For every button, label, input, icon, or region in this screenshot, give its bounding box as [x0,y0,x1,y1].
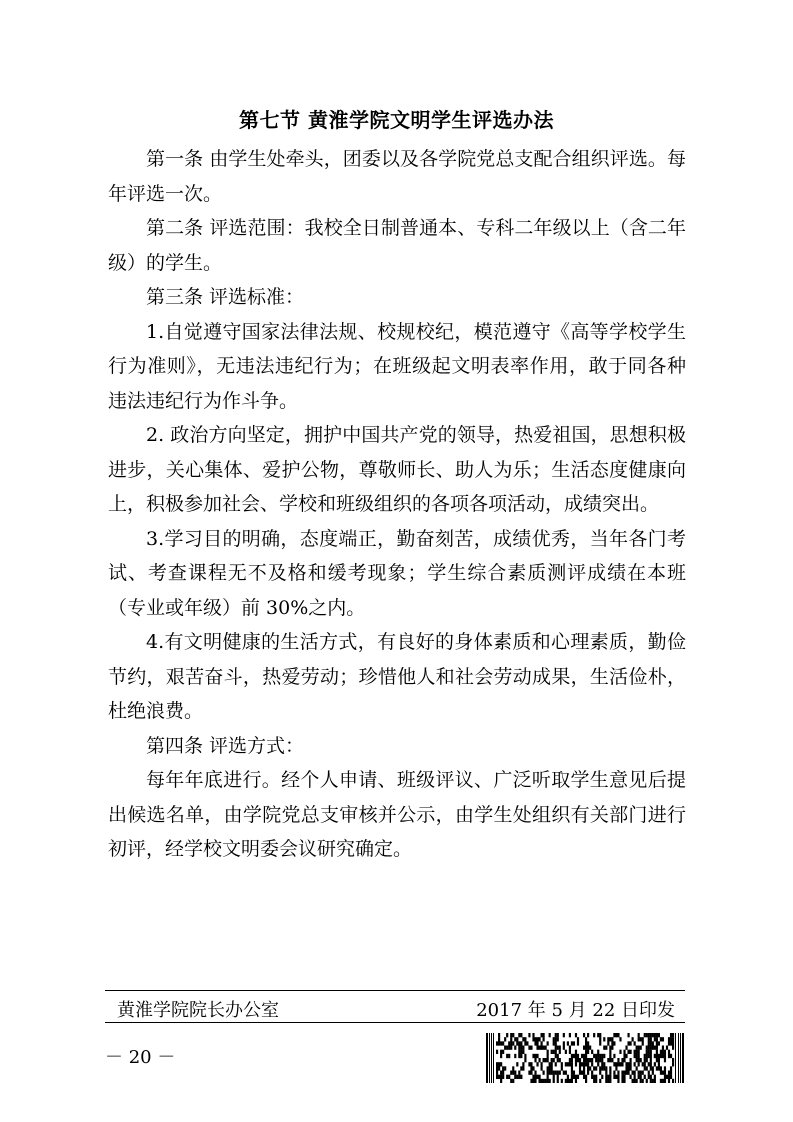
criterion-3: 3.学习目的明确，态度端正，勤奋刻苦，成绩优秀，当年各门考试、考查课程无不及格和缓考现象；学生综合素质测评成绩在本班（专业或年级）前 30%之内。 [108,527,686,619]
criterion-1: 1.自觉遵守国家法律法规、校规校纪，模范遵守《高等学校学生行为准则》，无违法违纪行为；在班级起文明表率作用，敢于同各种违法违纪行为作斗争。 [108,320,686,412]
barcode-icon [486,1033,684,1083]
selection-method: 每年年底进行。经个人申请、班级评议、广泛听取学生意见后提出候选名单，由学院党总支审核并公示，由学生处组织有关部门进行初评，经学校文明委会议研究确定。 [108,769,686,860]
issue-date: 2017 年 5 月 22 日印发 [476,1000,675,1021]
document-body [108,142,686,867]
article-3-heading: 第三条 评选标准： [146,286,305,308]
criterion-4: 4.有文明健康的生活方式，有良好的身体素质和心理素质，勤俭节约，艰苦奋斗，热爱劳动；珍惜他人和社会劳动成果，生活俭朴，杜绝浪费。 [108,631,686,722]
article-1: 第一条 由学生处牵头，团委以及各学院党总支配合组织评选。每年评选一次。 [108,148,686,205]
section-title: 第七节 黄淮学院文明学生评选办法 [239,108,554,132]
footer-rule-top [105,990,685,991]
page-number: － 20 － [105,1047,176,1068]
issuing-office: 黄淮学院院长办公室 [117,1000,279,1021]
criterion-2: 2. 政治方向坚定，拥护中国共产党的领导，热爱祖国，思想积极进步，关心集体、爱护公物，尊敬师长、助人为乐；生活态度健康向上，积极参加社会、学校和班级组织的各项各项活动，成绩突出。 [108,424,686,515]
article-4-heading: 第四条 评选方式： [146,734,305,757]
article-2: 第二条 评选范围：我校全日制普通本、专科二年级以上（含二年级）的学生。 [108,217,686,274]
footer-rule-bottom [105,1022,685,1023]
